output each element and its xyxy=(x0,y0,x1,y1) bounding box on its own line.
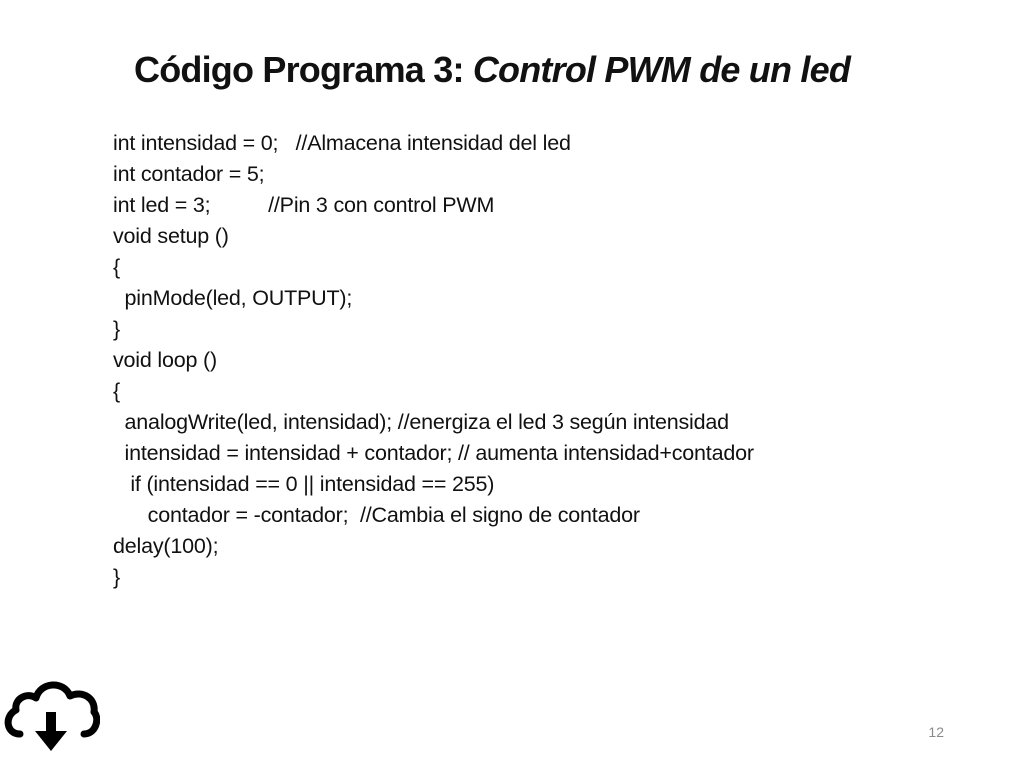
code-line: } xyxy=(113,317,120,341)
code-line: if (intensidad == 0 || intensidad == 255) xyxy=(113,472,495,496)
slide-title xyxy=(134,44,850,96)
code-line: pinMode(led, OUTPUT); xyxy=(113,286,353,310)
code-line: { xyxy=(113,379,120,403)
cloud-download-icon[interactable] xyxy=(2,676,100,756)
slide-title-prefix: Código Programa 3: xyxy=(134,49,473,90)
code-line: contador = -contador; //Cambia el signo de contador xyxy=(113,503,640,527)
code-line: void setup () xyxy=(113,224,229,248)
code-line: analogWrite(led, intensidad); //energiza el led 3 según intensidad xyxy=(113,410,729,434)
page-number: 12 xyxy=(928,724,944,740)
code-line: delay(100); xyxy=(113,534,219,558)
code-line: int intensidad = 0; //Almacena intensidad del led xyxy=(113,131,571,155)
code-line: int led = 3; //Pin 3 con control PWM xyxy=(113,193,495,217)
code-line: } xyxy=(113,565,120,589)
slide-title-emphasis: Control PWM de un led xyxy=(472,49,851,90)
code-line: int contador = 5; xyxy=(113,162,265,186)
code-line: { xyxy=(113,255,120,279)
code-line: void loop () xyxy=(113,348,217,372)
code-line: intensidad = intensidad + contador; // aumenta intensidad+contador xyxy=(113,441,754,465)
code-listing xyxy=(113,128,754,593)
